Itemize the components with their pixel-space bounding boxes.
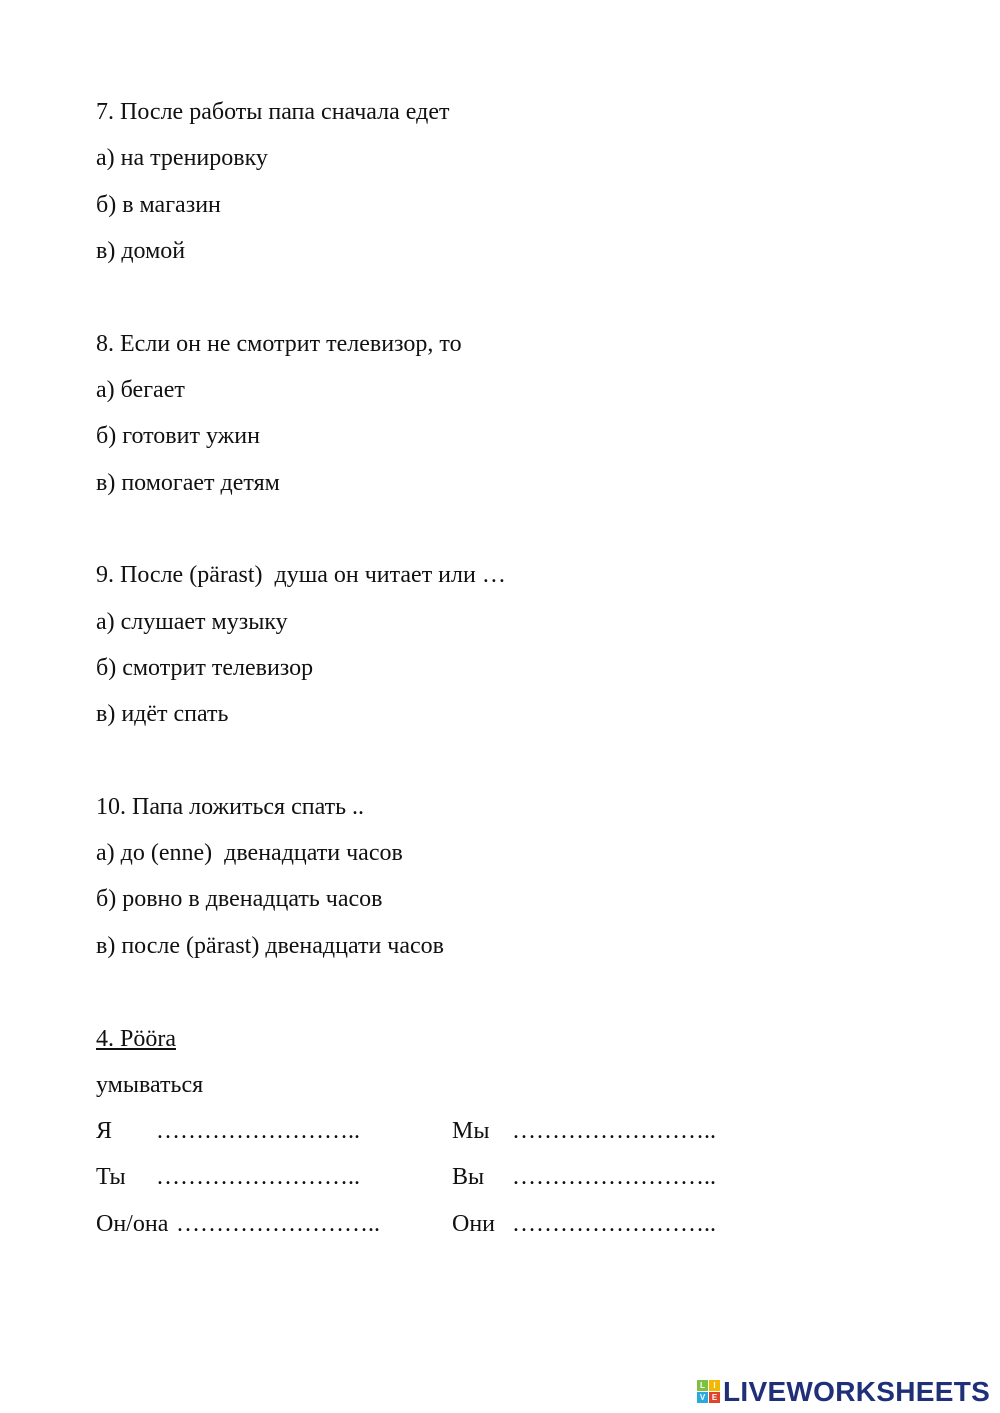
question-10-option-c: в) после (pärast) двенадцати часов <box>96 933 445 959</box>
question-7-prompt: 7. После работы папа сначала едет <box>96 99 450 125</box>
question-8-prompt: 8. Если он не смотрит телевизор, то <box>96 331 462 357</box>
question-7-option-b: б) в магазин <box>96 192 221 218</box>
question-7-option-c: в) домой <box>96 238 186 264</box>
logo-mark-tile-i: I <box>709 1380 720 1391</box>
pronoun-my: Мы <box>452 1118 490 1144</box>
pronoun-oni: Они <box>452 1211 496 1237</box>
question-9-option-c: в) идёт спать <box>96 701 229 727</box>
liveworksheets-logo-mark <box>697 1380 721 1404</box>
logo-mark-tile-v: V <box>697 1392 708 1403</box>
blank-on-ona[interactable]: …………………….. <box>176 1211 380 1237</box>
question-8-option-c: в) помогает детям <box>96 470 280 496</box>
blank-vy[interactable]: …………………….. <box>512 1164 716 1190</box>
pronoun-on-ona: Он/она <box>96 1211 169 1237</box>
blank-ty[interactable]: …………………….. <box>156 1164 360 1190</box>
question-9-option-b: б) смотрит телевизор <box>96 655 314 681</box>
question-8-option-b: б) готовит ужин <box>96 423 260 449</box>
section-4-heading: 4. Pööra <box>96 1026 176 1052</box>
blank-ya[interactable]: …………………….. <box>156 1118 360 1144</box>
logo-mark-tile-e: E <box>709 1392 720 1403</box>
blank-my[interactable]: …………………….. <box>512 1118 716 1144</box>
pronoun-ya: Я <box>96 1118 113 1144</box>
pronoun-vy: Вы <box>452 1164 485 1190</box>
section-4-verb: умываться <box>96 1072 204 1098</box>
blank-oni[interactable]: …………………….. <box>512 1211 716 1237</box>
question-10-prompt: 10. Папа ложиться спать .. <box>96 794 365 820</box>
question-8-option-a: а) бегает <box>96 377 185 403</box>
question-7-option-a: а) на тренировку <box>96 145 268 171</box>
question-9-option-a: а) слушает музыку <box>96 609 288 635</box>
liveworksheets-logo <box>697 1376 990 1408</box>
pronoun-ty: Ты <box>96 1164 126 1190</box>
logo-mark-tile-l: L <box>697 1380 708 1391</box>
question-10-option-b: б) ровно в двенадцать часов <box>96 886 383 912</box>
question-10-option-a: а) до (enne) двенадцати часов <box>96 840 403 866</box>
question-9-prompt: 9. После (pärast) душа он читает или … <box>96 562 506 588</box>
liveworksheets-wordmark: LIVEWORKSHEETS <box>723 1376 991 1407</box>
